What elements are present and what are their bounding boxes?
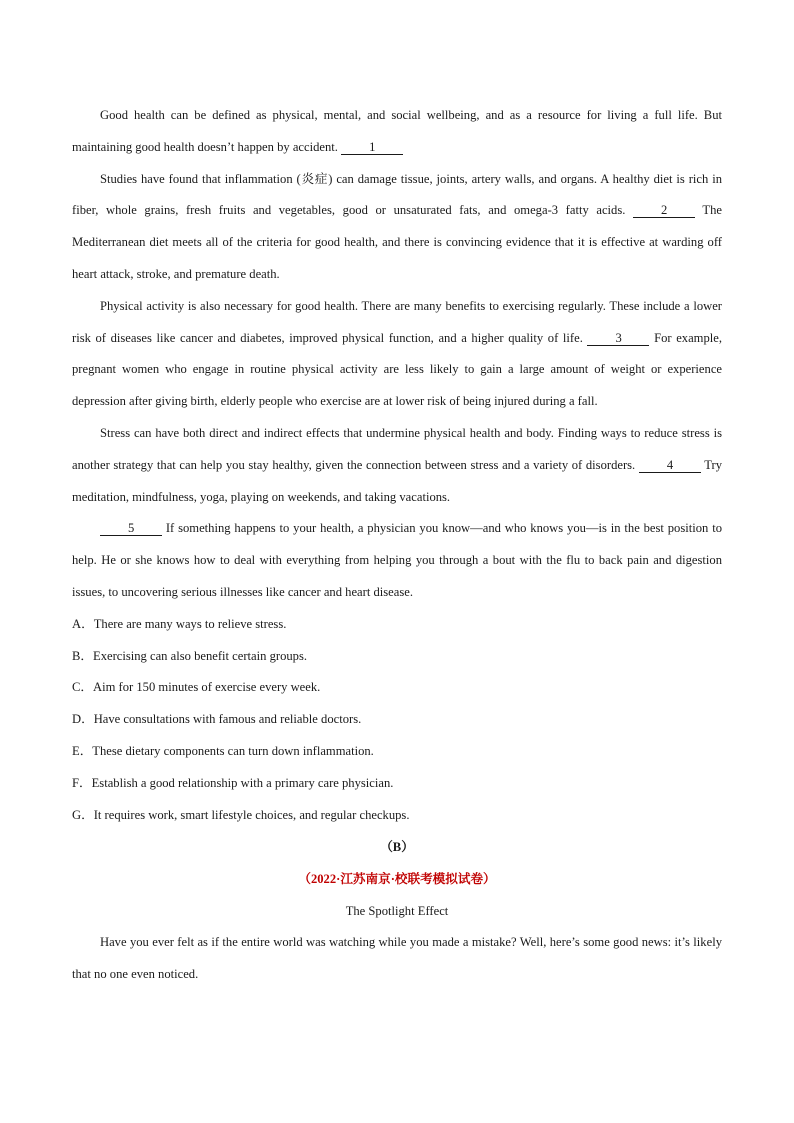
option-text: Exercising can also benefit certain groups.	[93, 648, 308, 663]
paragraph-3-text-after-blank: For example, pregnant women who engage in routine physical activity are less likely to gain a large amount of weight or experience depression after giving birth, elderly people who exercise are at lower risk of being injured during a fall.	[72, 330, 723, 409]
paragraph-3-text: Physical activity is also necessary for good health. There are many benefits to exercising regularly. These include a lower risk of diseases like cancer and diabetes, improved physical function, and a higher quality of life.	[72, 298, 722, 345]
paragraph-5	[72, 513, 722, 608]
option-f	[72, 768, 722, 800]
option-text: Have consultations with famous and reliable doctors.	[93, 712, 362, 727]
paragraph-4-text: Stress can have both direct and indirect effects that undermine physical health and body. Finding ways to reduce stress is another strategy that can help you stay healthy, given the connection between stress and a variety of disorders.	[72, 425, 722, 472]
blank-3[interactable]: 3	[587, 331, 649, 346]
option-a	[72, 609, 722, 641]
blank-1[interactable]: 1	[341, 140, 403, 155]
section-b-source: （2022·江苏南京·校联考模拟试卷）	[298, 872, 496, 887]
blank-5[interactable]: 5	[100, 521, 162, 536]
section-b-paragraph-1: Have you ever felt as if the entire world was watching while you made a mistake? Well, here’s some good news: it’s likely that no one even noticed.	[72, 935, 722, 982]
paragraph-1-text: Good health can be defined as physical, mental, and social wellbeing, and as a resource for living a full life. But maintaining good health doesn’t happen by accident.	[72, 108, 722, 154]
option-letter: F．	[72, 775, 92, 790]
paragraph-4-text-after-blank: Try meditation, mindfulness, yoga, playing on weekends, and taking vacations.	[72, 457, 723, 504]
option-text: There are many ways to relieve stress.	[93, 616, 287, 631]
section-b-title: The Spotlight Effect	[345, 904, 449, 919]
paragraph-2-text: Studies have found that inflammation (炎症) can damage tissue, joints, artery walls, and organs. A healthy diet is rich in fiber, whole grains, fresh fruits and vegetables, good or unsaturated fats, and omega-3 fatty acids.	[72, 171, 722, 218]
blank-4[interactable]: 4	[639, 458, 701, 473]
option-e	[72, 736, 722, 768]
document-page	[72, 100, 722, 991]
paragraph-3	[72, 291, 722, 418]
paragraph-4	[72, 418, 722, 513]
option-letter: E．	[72, 743, 93, 758]
paragraph-1	[72, 100, 722, 164]
paragraph-2-text-after-blank: The Mediterranean diet meets all of the criteria for good health, and there is convincing evidence that it is effective at warding off heart attack, stroke, and premature death.	[72, 203, 723, 281]
options-list	[72, 609, 722, 832]
option-text: These dietary components can turn down inflammation.	[92, 743, 374, 758]
option-letter: G．	[72, 807, 94, 822]
blank-2[interactable]: 2	[633, 203, 695, 218]
option-d	[72, 704, 722, 736]
option-c	[72, 672, 722, 704]
option-letter: A．	[72, 616, 94, 631]
option-b	[72, 641, 722, 673]
option-g	[72, 800, 722, 832]
paragraph-5-text: If something happens to your health, a physician you know—and who knows you—is in the best position to help. He or she knows how to deal with everything from helping you through a bout with the flu to back pain and digestion issues, to uncovering serious illnesses like cancer and heart disease.	[72, 521, 722, 599]
section-b-label: （B）	[380, 840, 414, 855]
option-text: It requires work, smart lifestyle choices, and regular checkups.	[93, 807, 410, 822]
option-text: Establish a good relationship with a primary care physician.	[91, 775, 394, 790]
option-letter: D．	[72, 712, 94, 727]
paragraph-2	[72, 164, 722, 291]
option-letter: B．	[72, 648, 93, 663]
option-letter: C．	[72, 680, 93, 695]
option-text: Aim for 150 minutes of exercise every week.	[93, 680, 321, 695]
